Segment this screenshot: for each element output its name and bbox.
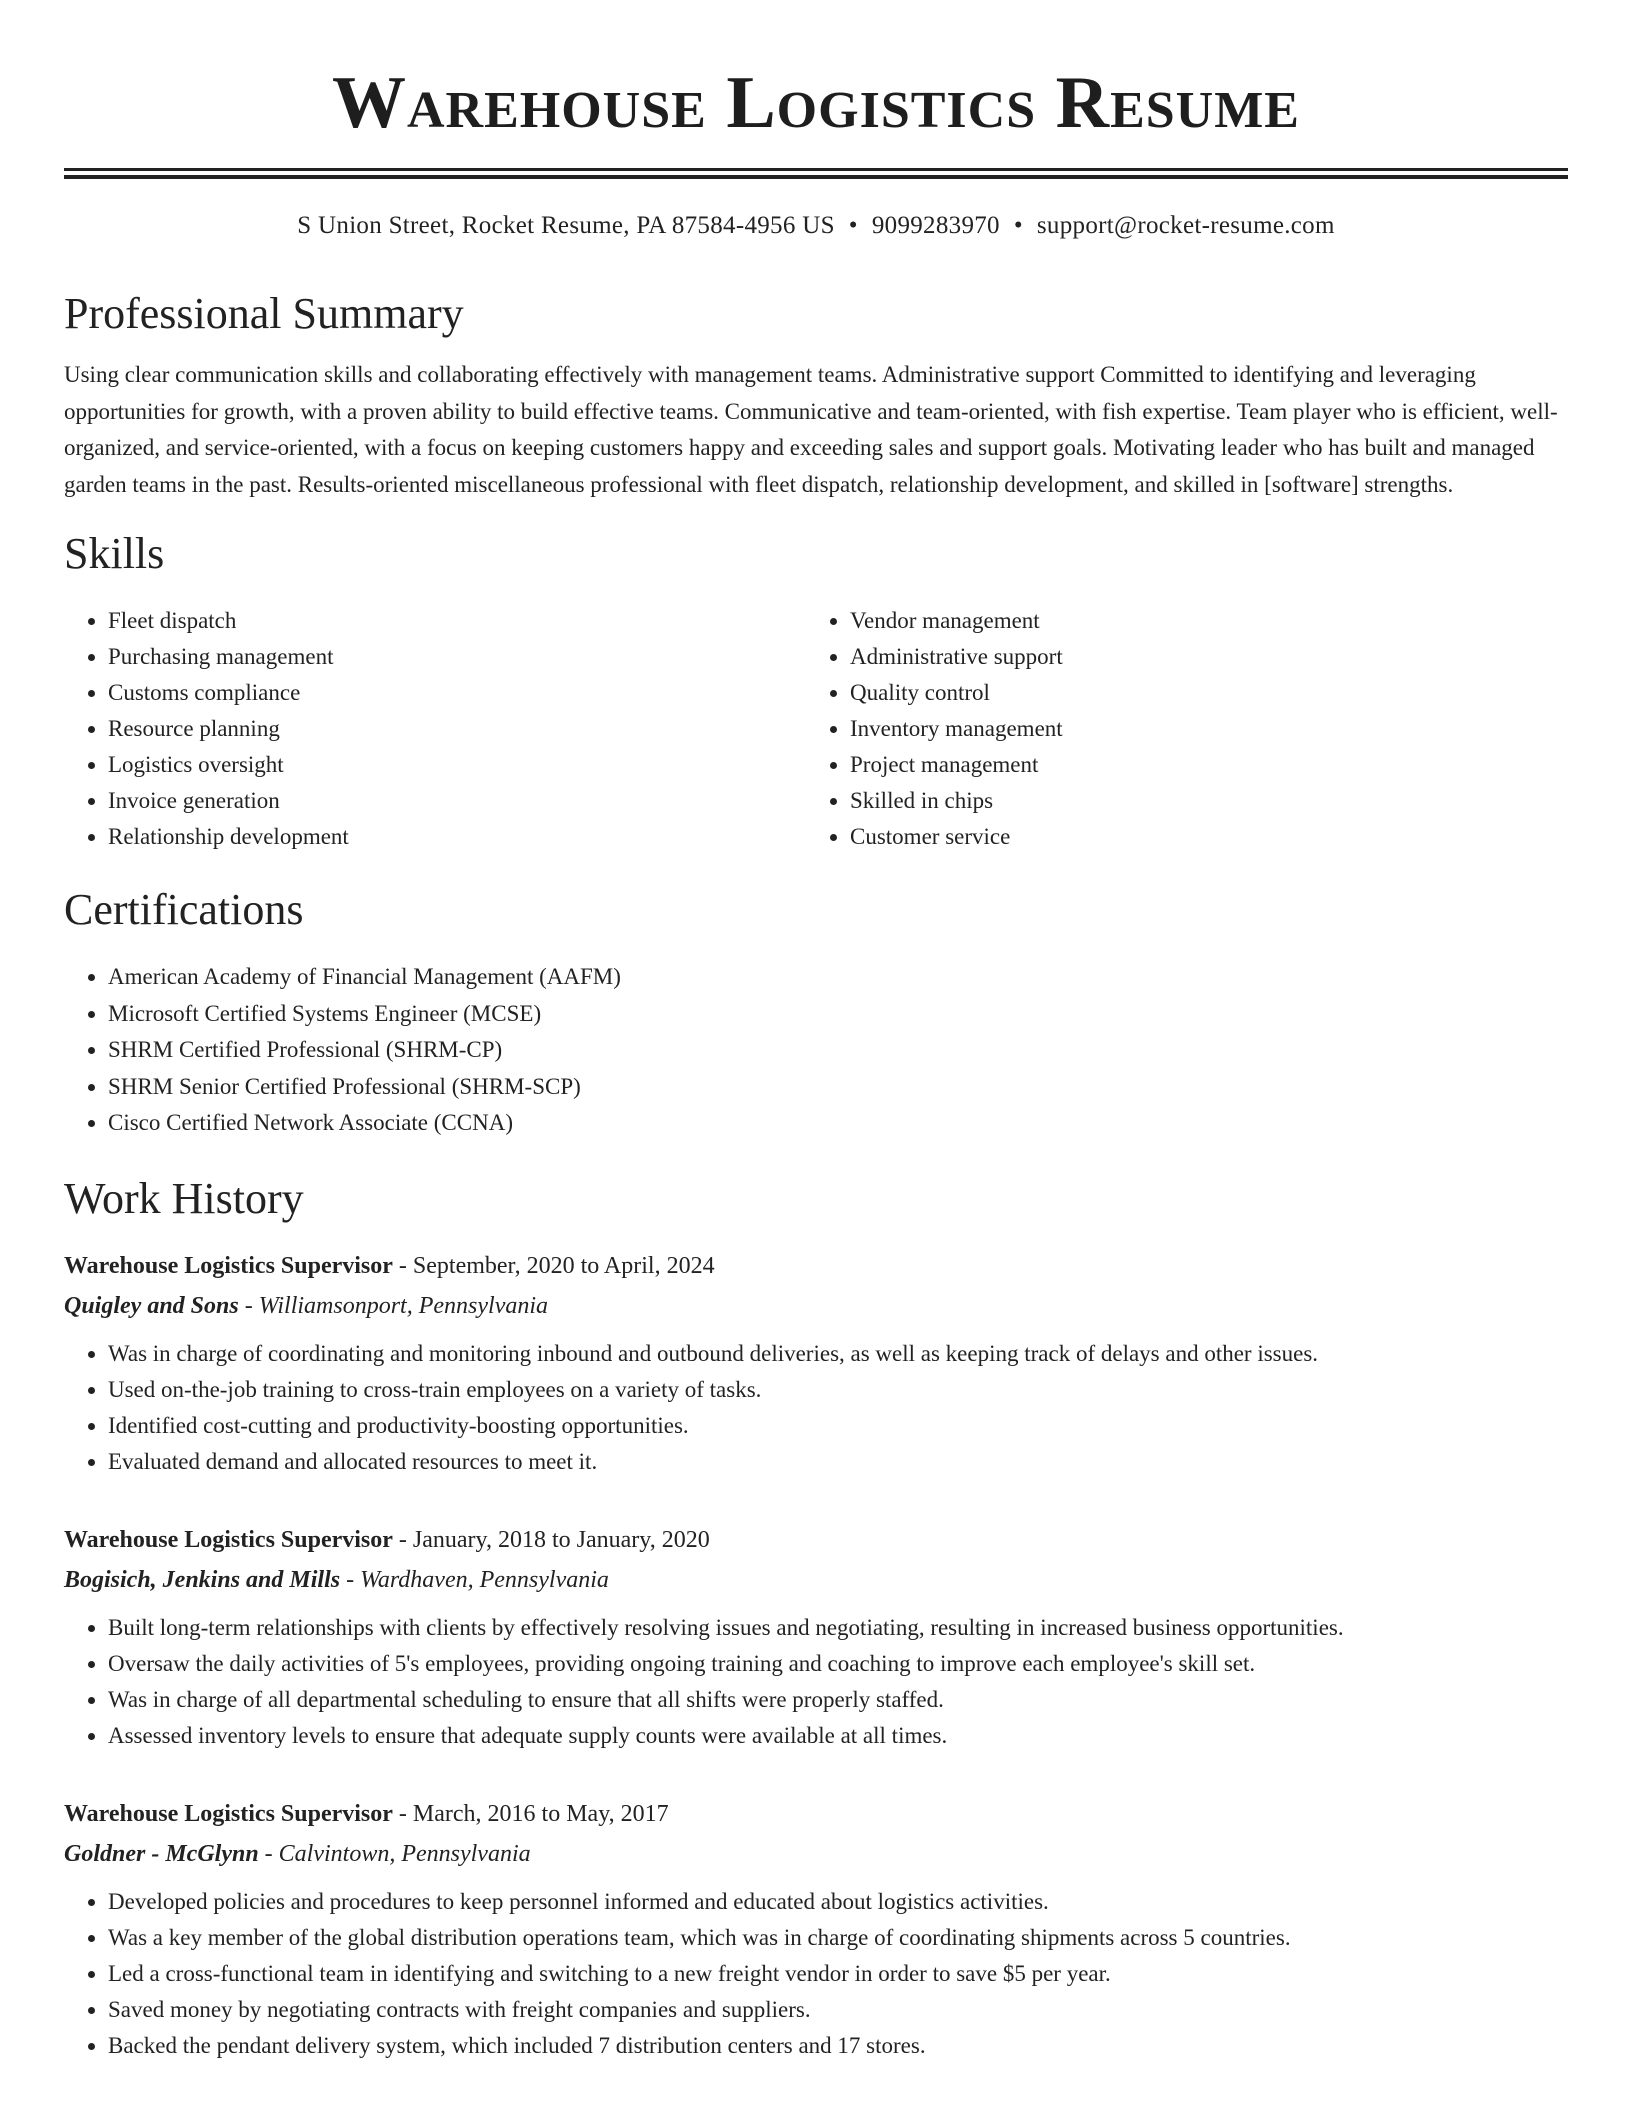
job-bullets [64, 1884, 1568, 2064]
skill-item: • Customer service [850, 819, 1548, 855]
skills-columns [64, 603, 1568, 855]
job-bullet: • Was in charge of all departmental scheduling to ensure that all shifts were properly staffed. [108, 1682, 1568, 1718]
skills-list-left [64, 603, 806, 855]
skill-item: • Relationship development [108, 819, 806, 855]
contact-address: S Union Street, Rocket Resume, PA 87584-4956 US [297, 212, 835, 239]
title-double-rule [64, 168, 1568, 179]
skill-item: • Inventory management [850, 711, 1548, 747]
job-dates: - September, 2020 to April, 2024 [392, 1252, 715, 1279]
skill-item: • Skilled in chips [850, 783, 1548, 819]
job-location: - Wardhaven, Pennsylvania [340, 1566, 609, 1593]
job-bullet: • Assessed inventory levels to ensure that adequate supply counts were available at all times. [108, 1718, 1568, 1754]
skills-list-right [806, 603, 1548, 855]
job-company-line [64, 1834, 1568, 1874]
contact-email: support@rocket-resume.com [1036, 212, 1335, 239]
job-bullet: • Identified cost-cutting and productivity-boosting opportunities. [108, 1408, 1568, 1444]
skill-item: • Vendor management [850, 603, 1548, 639]
job-bullet: • Built long-term relationships with clients by effectively resolving issues and negotiating, resulting in increased business opportunities. [108, 1610, 1568, 1646]
job-bullet: • Was a key member of the global distribution operations team, which was in charge of coordinating shipments across 5 countries. [108, 1920, 1568, 1956]
skill-item: • Invoice generation [108, 783, 806, 819]
certification-item: • SHRM Certified Professional (SHRM-CP) [108, 1032, 1568, 1069]
certifications-list [64, 959, 1568, 1142]
contact-phone: 9099283970 [871, 212, 1000, 239]
job-role: Warehouse Logistics Supervisor [64, 1526, 393, 1553]
job-bullet: • Evaluated demand and allocated resources to meet it. [108, 1444, 1568, 1480]
skills-heading: Skills [64, 529, 165, 578]
job-company: Bogisich, Jenkins and Mills [64, 1566, 341, 1593]
job-bullet: • Was in charge of coordinating and monitoring inbound and outbound deliveries, as well as keeping track of delays and other issues. [108, 1336, 1568, 1372]
resume-title: Warehouse Logistics Resume [331, 62, 1300, 144]
summary-heading: Professional Summary [64, 289, 464, 338]
job-bullets [64, 1336, 1568, 1480]
skill-item: • Administrative support [850, 639, 1548, 675]
skill-item: • Fleet dispatch [108, 603, 806, 639]
skill-item: • Purchasing management [108, 639, 806, 675]
job-title-line [64, 1246, 1568, 1286]
job-entry [64, 1246, 1568, 1480]
job-bullets [64, 1610, 1568, 1754]
job-bullet: • Oversaw the daily activities of 5's employees, providing ongoing training and coaching to improve each employee's skill set. [108, 1646, 1568, 1682]
skill-item: • Customs compliance [108, 675, 806, 711]
contact-separator: • [848, 212, 858, 239]
job-entry [64, 1794, 1568, 2064]
job-company-line [64, 1560, 1568, 1600]
job-company: Goldner - McGlynn [64, 1840, 259, 1867]
job-title-line [64, 1520, 1568, 1560]
job-entry [64, 1520, 1568, 1754]
skill-item: • Project management [850, 747, 1548, 783]
certification-item: • Cisco Certified Network Associate (CCNA) [108, 1105, 1568, 1142]
certification-item: • Microsoft Certified Systems Engineer (MCSE) [108, 996, 1568, 1033]
job-company: Quigley and Sons [64, 1292, 239, 1319]
work-history-heading: Work History [64, 1173, 304, 1223]
skill-item: • Quality control [850, 675, 1548, 711]
job-location: - Williamsonport, Pennsylvania [238, 1292, 549, 1319]
job-bullet: • Used on-the-job training to cross-train employees on a variety of tasks. [108, 1372, 1568, 1408]
contact-separator: • [1013, 212, 1023, 239]
job-bullet: • Led a cross-functional team in identifying and switching to a new freight vendor in order to save $5 per year. [108, 1956, 1568, 1992]
certification-item: • SHRM Senior Certified Professional (SHRM-SCP) [108, 1069, 1568, 1106]
certifications-heading: Certifications [64, 885, 304, 934]
certification-item: • American Academy of Financial Management (AAFM) [108, 959, 1568, 996]
contact-line [64, 209, 1568, 243]
job-dates: - January, 2018 to January, 2020 [392, 1526, 710, 1553]
job-dates: - March, 2016 to May, 2017 [392, 1800, 669, 1827]
job-role: Warehouse Logistics Supervisor [64, 1252, 393, 1279]
skill-item: • Resource planning [108, 711, 806, 747]
job-company-line [64, 1286, 1568, 1326]
job-bullet: • Backed the pendant delivery system, which included 7 distribution centers and 17 stores. [108, 2028, 1568, 2064]
job-location: - Calvintown, Pennsylvania [258, 1840, 531, 1867]
summary-text: Using clear communication skills and collaborating effectively with management teams. Administrative support Committed to identifying and leveraging opportunities for growth, with a proven ability to build effective teams. Communicative and team-oriented, with fish expertise. Team player who is efficient, well-organized, and service-oriented, with a focus on keeping customers happy and exceeding sales and support goals. Motivating leader who has built and managed garden teams in the past. Results-oriented miscellaneous professional with fleet dispatch, relationship development, and skilled in [software] strengths. [64, 362, 1558, 497]
job-title-line [64, 1794, 1568, 1834]
skill-item: • Logistics oversight [108, 747, 806, 783]
job-bullet: • Developed policies and procedures to keep personnel informed and educated about logistics activities. [108, 1884, 1568, 1920]
job-bullet: • Saved money by negotiating contracts with freight companies and suppliers. [108, 1992, 1568, 2028]
job-role: Warehouse Logistics Supervisor [64, 1800, 393, 1827]
